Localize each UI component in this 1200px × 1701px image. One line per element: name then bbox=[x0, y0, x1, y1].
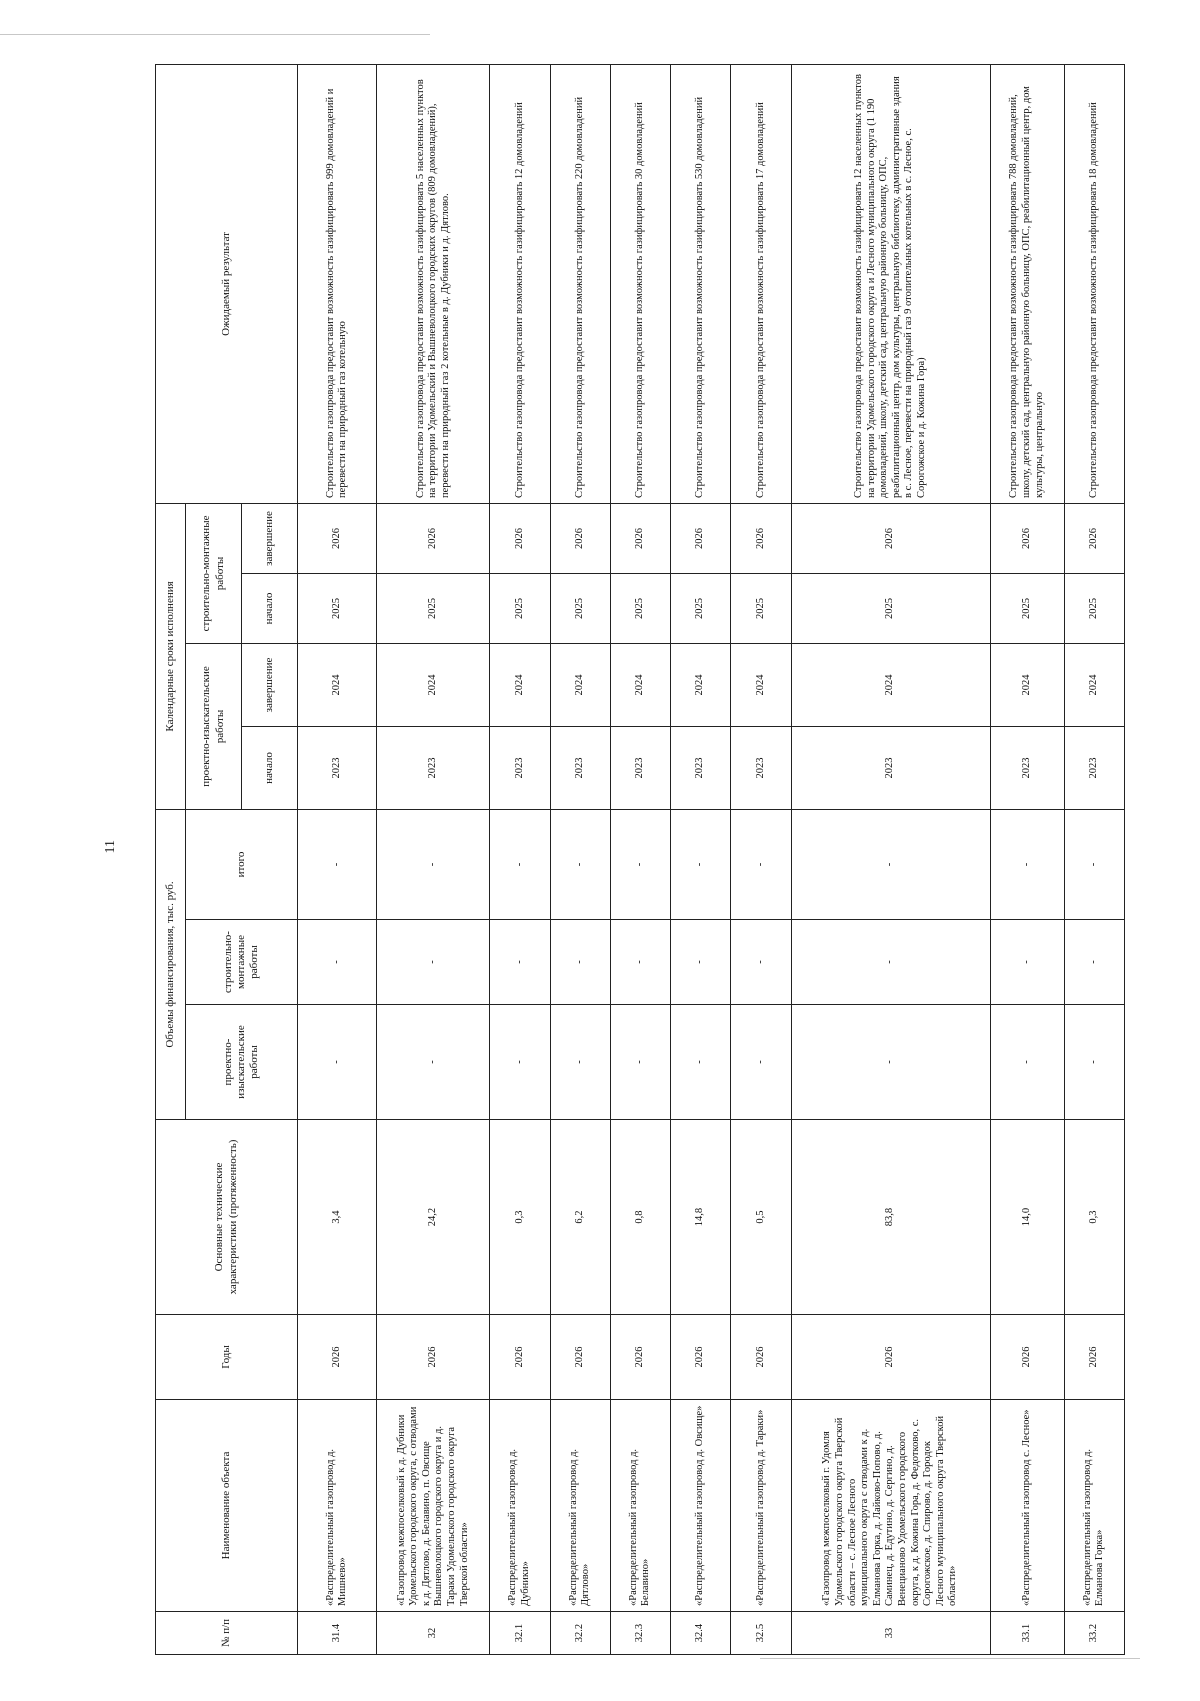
cell-survey-end: 2024 bbox=[550, 644, 610, 727]
cell-finance-survey: - bbox=[610, 1005, 670, 1120]
header-deadline-construction: строительно-монтажные работы bbox=[186, 503, 242, 643]
cell-survey-start: 2023 bbox=[671, 727, 731, 810]
cell-construction-start: 2025 bbox=[377, 574, 490, 644]
header-deadline-survey: проектно-изыскательские работы bbox=[186, 644, 242, 810]
cell-finance-construction: - bbox=[490, 920, 550, 1005]
header-survey-end: завершение bbox=[242, 644, 298, 727]
cell-finance-total: - bbox=[298, 810, 377, 920]
cell-years: 2026 bbox=[610, 1315, 670, 1400]
gas-pipeline-table bbox=[155, 64, 1125, 1655]
cell-object-name: «Распределительный газопровод д. Овсище» bbox=[671, 1400, 731, 1612]
cell-finance-survey: - bbox=[671, 1005, 731, 1120]
cell-finance-survey: - bbox=[791, 1005, 990, 1120]
header-finance-survey: проектно-изыскательские работы bbox=[186, 1005, 298, 1120]
cell-years: 2026 bbox=[731, 1315, 791, 1400]
cell-construction-end: 2026 bbox=[610, 503, 670, 573]
table-row bbox=[377, 64, 490, 1654]
cell-tech-characteristic: 3,4 bbox=[298, 1120, 377, 1315]
cell-survey-start: 2023 bbox=[490, 727, 550, 810]
page-number: 11 bbox=[103, 840, 118, 854]
scan-artifact-line bbox=[760, 1658, 1140, 1659]
header-result: Ожидаемый результат bbox=[156, 64, 298, 503]
cell-row-number: 32.2 bbox=[550, 1612, 610, 1655]
cell-survey-start: 2023 bbox=[791, 727, 990, 810]
cell-finance-total: - bbox=[990, 810, 1064, 920]
cell-construction-start: 2025 bbox=[610, 574, 670, 644]
cell-row-number: 32 bbox=[377, 1612, 490, 1655]
header-finance-construction: строительно-монтажные работы bbox=[186, 920, 298, 1005]
cell-construction-start: 2025 bbox=[731, 574, 791, 644]
cell-row-number: 33.1 bbox=[990, 1612, 1064, 1655]
cell-survey-start: 2023 bbox=[610, 727, 670, 810]
cell-years: 2026 bbox=[490, 1315, 550, 1400]
cell-finance-construction: - bbox=[990, 920, 1064, 1005]
cell-finance-construction: - bbox=[298, 920, 377, 1005]
cell-construction-start: 2025 bbox=[1064, 574, 1124, 644]
cell-row-number: 32.5 bbox=[731, 1612, 791, 1655]
cell-years: 2026 bbox=[990, 1315, 1064, 1400]
table-body bbox=[298, 64, 1125, 1654]
cell-expected-result: Строительство газопровода предоставит возможность газифицировать 18 домовладений bbox=[1064, 64, 1124, 503]
cell-construction-end: 2026 bbox=[490, 503, 550, 573]
scan-artifact-line bbox=[0, 34, 430, 35]
cell-tech-characteristic: 83,8 bbox=[791, 1120, 990, 1315]
cell-finance-construction: - bbox=[791, 920, 990, 1005]
cell-survey-end: 2024 bbox=[490, 644, 550, 727]
cell-construction-end: 2026 bbox=[990, 503, 1064, 573]
cell-years: 2026 bbox=[1064, 1315, 1124, 1400]
cell-construction-start: 2025 bbox=[550, 574, 610, 644]
cell-finance-construction: - bbox=[377, 920, 490, 1005]
table-row bbox=[490, 64, 550, 1654]
cell-finance-survey: - bbox=[1064, 1005, 1124, 1120]
cell-expected-result: Строительство газопровода предоставит возможность газифицировать 999 домовладений и перевести на природный газ котельную bbox=[298, 64, 377, 503]
cell-row-number: 33.2 bbox=[1064, 1612, 1124, 1655]
cell-finance-total: - bbox=[791, 810, 990, 920]
cell-survey-start: 2023 bbox=[990, 727, 1064, 810]
cell-row-number: 33 bbox=[791, 1612, 990, 1655]
header-name: Наименование объекта bbox=[156, 1400, 298, 1612]
header-years: Годы bbox=[156, 1315, 298, 1400]
cell-finance-total: - bbox=[1064, 810, 1124, 920]
cell-survey-end: 2024 bbox=[671, 644, 731, 727]
cell-survey-end: 2024 bbox=[1064, 644, 1124, 727]
header-construction-end: завершение bbox=[242, 503, 298, 573]
cell-survey-start: 2023 bbox=[298, 727, 377, 810]
cell-finance-construction: - bbox=[731, 920, 791, 1005]
cell-construction-start: 2025 bbox=[298, 574, 377, 644]
cell-finance-construction: - bbox=[1064, 920, 1124, 1005]
cell-tech-characteristic: 14,8 bbox=[671, 1120, 731, 1315]
cell-finance-total: - bbox=[610, 810, 670, 920]
cell-finance-survey: - bbox=[731, 1005, 791, 1120]
table-row bbox=[990, 64, 1064, 1654]
cell-construction-start: 2025 bbox=[490, 574, 550, 644]
cell-years: 2026 bbox=[550, 1315, 610, 1400]
header-finance: Объемы финансирования, тыс. руб. bbox=[156, 810, 186, 1120]
table-header bbox=[156, 64, 298, 1654]
cell-tech-characteristic: 0,5 bbox=[731, 1120, 791, 1315]
cell-tech-characteristic: 0,3 bbox=[490, 1120, 550, 1315]
header-survey-start: начало bbox=[242, 727, 298, 810]
cell-construction-start: 2025 bbox=[671, 574, 731, 644]
cell-survey-end: 2024 bbox=[731, 644, 791, 727]
cell-construction-end: 2026 bbox=[550, 503, 610, 573]
header-tech: Основные технические характеристики (протяженность) bbox=[156, 1120, 298, 1315]
cell-object-name: «Распределительный газопровод д. Тараки» bbox=[731, 1400, 791, 1612]
cell-construction-end: 2026 bbox=[791, 503, 990, 573]
cell-expected-result: Строительство газопровода предоставит возможность газифицировать 12 домовладений bbox=[490, 64, 550, 503]
cell-survey-start: 2023 bbox=[550, 727, 610, 810]
cell-survey-end: 2024 bbox=[610, 644, 670, 727]
cell-finance-total: - bbox=[490, 810, 550, 920]
cell-construction-end: 2026 bbox=[1064, 503, 1124, 573]
cell-object-name: «Распределительный газопровод д. Дубники» bbox=[490, 1400, 550, 1612]
cell-construction-end: 2026 bbox=[671, 503, 731, 573]
cell-survey-start: 2023 bbox=[1064, 727, 1124, 810]
cell-tech-characteristic: 14,0 bbox=[990, 1120, 1064, 1315]
cell-expected-result: Строительство газопровода предоставит возможность газифицировать 530 домовладений bbox=[671, 64, 731, 503]
cell-years: 2026 bbox=[377, 1315, 490, 1400]
cell-expected-result: Строительство газопровода предоставит возможность газифицировать 30 домовладений bbox=[610, 64, 670, 503]
cell-construction-end: 2026 bbox=[377, 503, 490, 573]
cell-finance-survey: - bbox=[490, 1005, 550, 1120]
cell-years: 2026 bbox=[298, 1315, 377, 1400]
cell-tech-characteristic: 0,8 bbox=[610, 1120, 670, 1315]
table-row bbox=[298, 64, 377, 1654]
cell-finance-survey: - bbox=[377, 1005, 490, 1120]
cell-finance-construction: - bbox=[610, 920, 670, 1005]
table-row bbox=[1064, 64, 1124, 1654]
cell-finance-construction: - bbox=[550, 920, 610, 1005]
cell-object-name: «Распределительный газопровод д. Белавино» bbox=[610, 1400, 670, 1612]
header-deadlines: Календарные сроки исполнения bbox=[156, 503, 186, 809]
table-row bbox=[731, 64, 791, 1654]
cell-row-number: 32.4 bbox=[671, 1612, 731, 1655]
cell-finance-survey: - bbox=[298, 1005, 377, 1120]
cell-construction-end: 2026 bbox=[298, 503, 377, 573]
cell-finance-construction: - bbox=[671, 920, 731, 1005]
header-construction-start: начало bbox=[242, 574, 298, 644]
cell-object-name: «Распределительный газопровод д. Дятлово» bbox=[550, 1400, 610, 1612]
cell-construction-start: 2025 bbox=[990, 574, 1064, 644]
cell-object-name: «Газопровод межпоселковый к д. Дубники Удомельского городского округа, с отводами к д. Дятлово, д. Белавино, п. Овсище Вышневолоцкого городского округа и д. Тараки Удомельского городского округа Тверской области» bbox=[377, 1400, 490, 1612]
cell-years: 2026 bbox=[671, 1315, 731, 1400]
cell-tech-characteristic: 0,3 bbox=[1064, 1120, 1124, 1315]
cell-years: 2026 bbox=[791, 1315, 990, 1400]
cell-construction-end: 2026 bbox=[731, 503, 791, 573]
cell-expected-result: Строительство газопровода предоставит возможность газифицировать 788 домовладений, школу, детский сад, центральную районную больницу, ОПС, реабилитационный центр, дом культуры, центральную bbox=[990, 64, 1064, 503]
cell-object-name: «Распределительный газопровод д. Елманова Горка» bbox=[1064, 1400, 1124, 1612]
cell-expected-result: Строительство газопровода предоставит возможность газифицировать 17 домовладений bbox=[731, 64, 791, 503]
cell-finance-total: - bbox=[671, 810, 731, 920]
cell-tech-characteristic: 24,2 bbox=[377, 1120, 490, 1315]
cell-finance-survey: - bbox=[990, 1005, 1064, 1120]
cell-construction-start: 2025 bbox=[791, 574, 990, 644]
table-row bbox=[671, 64, 731, 1654]
table-row bbox=[610, 64, 670, 1654]
cell-survey-end: 2024 bbox=[298, 644, 377, 727]
cell-survey-end: 2024 bbox=[990, 644, 1064, 727]
cell-finance-total: - bbox=[550, 810, 610, 920]
cell-row-number: 31.4 bbox=[298, 1612, 377, 1655]
cell-survey-end: 2024 bbox=[791, 644, 990, 727]
cell-object-name: «Распределительный газопровод д. Мишнево» bbox=[298, 1400, 377, 1612]
cell-row-number: 32.1 bbox=[490, 1612, 550, 1655]
header-num: № п/п bbox=[156, 1612, 298, 1655]
table-row bbox=[791, 64, 990, 1654]
cell-survey-end: 2024 bbox=[377, 644, 490, 727]
cell-finance-total: - bbox=[731, 810, 791, 920]
cell-tech-characteristic: 6,2 bbox=[550, 1120, 610, 1315]
cell-expected-result: Строительство газопровода предоставит возможность газифицировать 220 домовладений bbox=[550, 64, 610, 503]
table-row bbox=[550, 64, 610, 1654]
cell-survey-start: 2023 bbox=[377, 727, 490, 810]
rotated-table-container bbox=[155, 65, 1125, 1655]
cell-finance-total: - bbox=[377, 810, 490, 920]
header-finance-total: итого bbox=[186, 810, 298, 920]
cell-object-name: «Газопровод межпоселковый г. Удомля Удомельского городского округа Тверской области – с. Лесное Лесного муниципального округа с отводами к д. Елманова Горка, д. Лайково-Попово, д. Саминец, д. Едутино, д. Сергино, д. Венецианово Удомельского городского округа, к д. Кожина Гора, д. Федотково, с. Сорогожское, д. Спирово, д. Городок Лесного муниципального округа Тверской области» bbox=[791, 1400, 990, 1612]
cell-expected-result: Строительство газопровода предоставит возможность газифицировать 5 населенных пунктов на территории Удомельский и Вышневолоцкого городских округов (809 домовладений), перевести на природный газ 2 котельные в д. Дубники и д. Дятлово. bbox=[377, 64, 490, 503]
cell-object-name: «Распределительный газопровод с. Лесное» bbox=[990, 1400, 1064, 1612]
cell-row-number: 32.3 bbox=[610, 1612, 670, 1655]
cell-finance-survey: - bbox=[550, 1005, 610, 1120]
cell-expected-result: Строительство газопровода предоставит возможность газифицировать 12 населенных пунктов на территории Удомельского городского округа и Лесного муниципального округа (1 190 домовладений, школу, детский сад, центральную районную больницу, ОПС, реабилитационный центр, дом культуры, центральную библиотеку, административные здания в с. Лесное, перевести на природный газ 9 отопительных котельных в с. Лесное, с. Сорогожское и д. Кожина Гора) bbox=[791, 64, 990, 503]
cell-survey-start: 2023 bbox=[731, 727, 791, 810]
